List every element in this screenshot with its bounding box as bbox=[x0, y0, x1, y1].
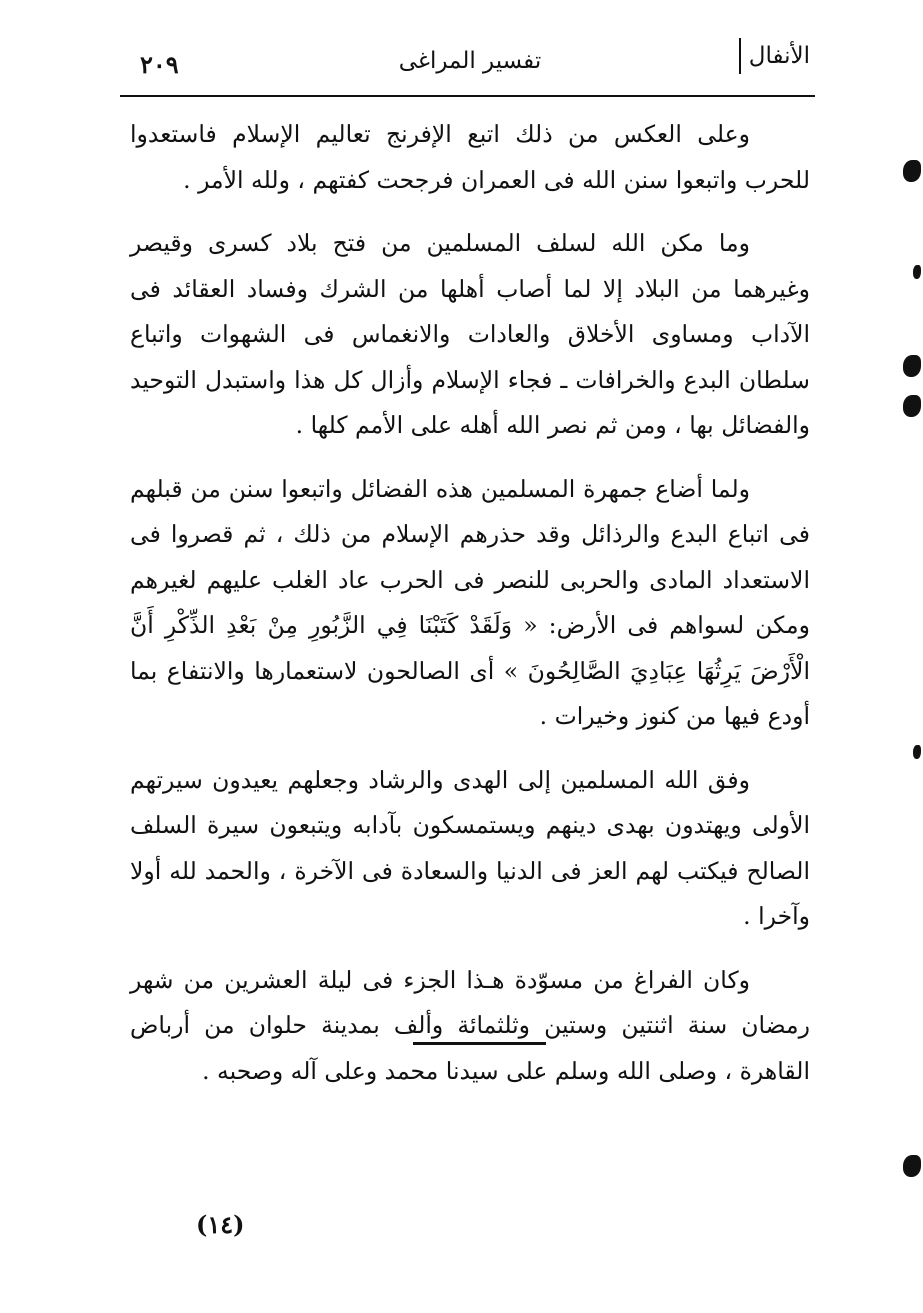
scan-edge-blot bbox=[903, 395, 921, 417]
scan-edge-blot bbox=[903, 355, 921, 377]
end-separator bbox=[413, 1042, 546, 1045]
paragraph-4: وفق الله المسلمين إلى الهدى والرشاد وجعلهم يعيدون سيرتهم الأولى ويهتدون بهدى دينهم ويستمسكون بآدابه ويتبعون سيرة السلف الصالح فيكتب لهم العز فى الدنيا والسعادة فى الآخرة ، والحمد لله أولا وآخرا . bbox=[130, 765, 810, 930]
body-text bbox=[130, 112, 810, 1112]
scan-edge-blot bbox=[903, 1155, 921, 1177]
page-header bbox=[120, 28, 810, 88]
paragraph-3: ولما أضاع جمهرة المسلمين هذه الفضائل واتبعوا سنن من قبلهم فى اتباع البدع والرذائل وقد حذرهم الإسلام من ذلك ، ثم قصروا فى الاستعداد المادى والحربى للنصر فى الحرب عاد الغلب عليهم لغيرهم ومكن لسواهم فى الأرض: « وَلَقَدْ كَتَبْنَا فِي الزَّبُورِ مِنْ بَعْدِ الذِّكْرِ أَنَّ الْأَرْضَ يَرِثُهَا عِبَادِيَ الصَّالِحُونَ » أى الصالحون لاستعمارها والانتفاع بما أودع فيها من كنوز وخيرات . bbox=[130, 474, 810, 730]
signature-mark: (١٤) bbox=[196, 1210, 245, 1239]
paragraph-1: وعلى العكس من ذلك اتبع الإفرنج تعاليم الإسلام فاستعدوا للحرب واتبعوا سنن الله فى العمران فرجحت كفتهم ، ولله الأمر . bbox=[130, 120, 810, 194]
book-title: تفسير المراغى bbox=[398, 48, 542, 74]
header-rule bbox=[120, 95, 815, 97]
page-number: ٢٠٩ bbox=[140, 50, 179, 79]
paragraph-2: وما مكن الله لسلف المسلمين من فتح بلاد كسرى وقيصر وغيرهما من البلاد إلا لما أصاب أهلها من الشرك وفساد العقائد فى الآداب ومساوى الأخلاق والعادات والانغماس فى الشهوات واتباع سلطان البدع والخرافات ـ فجاء الإسلام وأزال كل هذا واستبدل التوحيد والفضائل بها ، ومن ثم نصر الله أهله على الأمم كلها . bbox=[130, 229, 810, 439]
paragraph-5: وكان الفراغ من مسوّدة هـذا الجزء فى ليلة العشرين من شهر رمضان سنة اثنتين وستين وثلثمائة وألف بمدينة حلوان من أرباض القاهرة ، وصلى الله وسلم على سيدنا محمد وعلى آله وصحبه . bbox=[130, 965, 810, 1085]
scan-edge-blot bbox=[913, 265, 921, 279]
surah-name: الأنفال bbox=[739, 38, 810, 74]
scan-edge-blot bbox=[903, 160, 921, 182]
scan-edge-blot bbox=[913, 745, 921, 759]
